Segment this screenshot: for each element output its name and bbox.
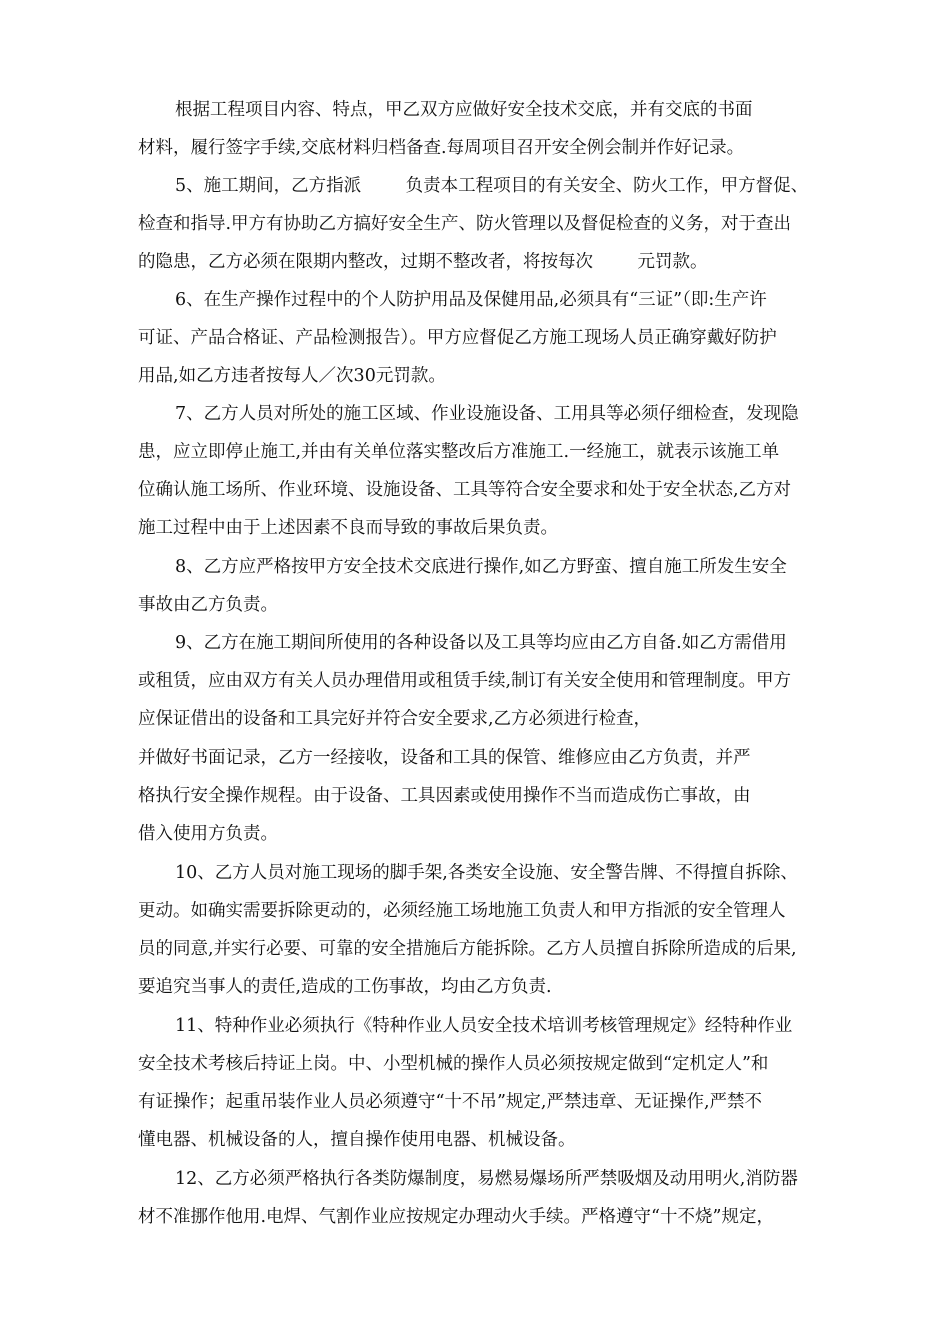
text-line: 位确认施工场所、作业环境、设施设备、工具等符合安全要求和处于安全状态,乙方对 [138,480,792,500]
text-line: 施工过程中由于上述因素不良而导致的事故后果负责。 [138,518,558,538]
text-line: 可证、产品合格证、产品检测报告）。甲方应督促乙方施工现场人员正确穿戴好防护 [138,328,777,348]
text-line: 检查和指导.甲方有协助乙方搞好安全生产、防火管理以及督促检查的义务，对于查出 [138,214,792,234]
text-line: 更动。如确实需要拆除更动的，必须经施工场地施工负责人和甲方指派的安全管理人 [138,901,786,921]
text-line: 患，应立即停止施工,并由有关单位落实整改后方准施工.一经施工，就表示该施工单 [138,442,780,462]
text-line: 12、乙方必须严格执行各类防爆制度，易燃易爆场所严禁吸烟及动用明火,消防器 [175,1169,798,1189]
text-line: 9、乙方在施工期间所使用的各种设备以及工具等均应由乙方自备.如乙方需借用 [175,633,787,653]
text-line: 应保证借出的设备和工具完好并符合安全要求,乙方必须进行检查， [138,709,652,729]
text-line: 有证操作；起重吊装作业人员必须遵守“十不吊”规定,严禁违章、无证操作,严禁不 [138,1092,763,1112]
text-line: 格执行安全操作规程。由于设备、工具因素或使用操作不当而造成伤亡事故，由 [138,786,751,806]
text-line: 8、乙方应严格按甲方安全技术交底进行操作,如乙方野蛮、擅自施工所发生安全 [175,557,787,577]
text-line: 安全技术考核后持证上岗。中、小型机械的操作人员必须按规定做到“定机定人”和 [138,1054,769,1074]
text-line: 并做好书面记录，乙方一经接收，设备和工具的保管、维修应由乙方负责，并严 [138,748,751,768]
text-line: 懂电器、机械设备的人，擅自操作使用电器、机械设备。 [138,1130,576,1150]
text-line: 材不准挪作他用.电焊、气割作业应按规定办理动火手续。严格遵守“十不烧”规定， [138,1207,774,1227]
text-line: 或租赁，应由双方有关人员办理借用或租赁手续,制订有关安全使用和管理制度。甲方 [138,671,792,691]
text-line: 用品,如乙方违者按每人／次30元罚款。 [138,366,446,386]
text-line: 根据工程项目内容、特点，甲乙双方应做好安全技术交底，并有交底的书面 [175,100,753,120]
text-line: 11、特种作业必须执行《特种作业人员安全技术培训考核管理规定》经特种作业 [175,1016,793,1036]
text-line: 的隐患，乙方必须在限期内整改，过期不整改者，将按每次 元罚款。 [138,252,708,272]
text-line: 10、乙方人员对施工现场的脚手架,各类安全设施、安全警告牌、不得擅自拆除、 [175,863,798,883]
text-line: 员的同意,并实行必要、可靠的安全措施后方能拆除。乙方人员擅自拆除所造成的后果, [138,939,797,959]
text-line: 6、在生产操作过程中的个人防护用品及保健用品,必须具有“三证”（即:生产许 [175,290,767,310]
text-line: 7、乙方人员对所处的施工区域、作业设施设备、工用具等必须仔细检查，发现隐 [175,404,799,424]
text-line: 5、施工期间，乙方指派 负责本工程项目的有关安全、防火工作，甲方督促、 [175,176,809,196]
text-line: 要追究当事人的责任,造成的工伤事故，均由乙方负责. [138,977,552,997]
text-line: 事故由乙方负责。 [138,595,278,615]
text-line: 材料，履行签字手续,交底材料归档备查.每周项目召开安全例会制并作好记录。 [138,138,745,158]
text-line: 借入使用方负责。 [138,824,278,844]
